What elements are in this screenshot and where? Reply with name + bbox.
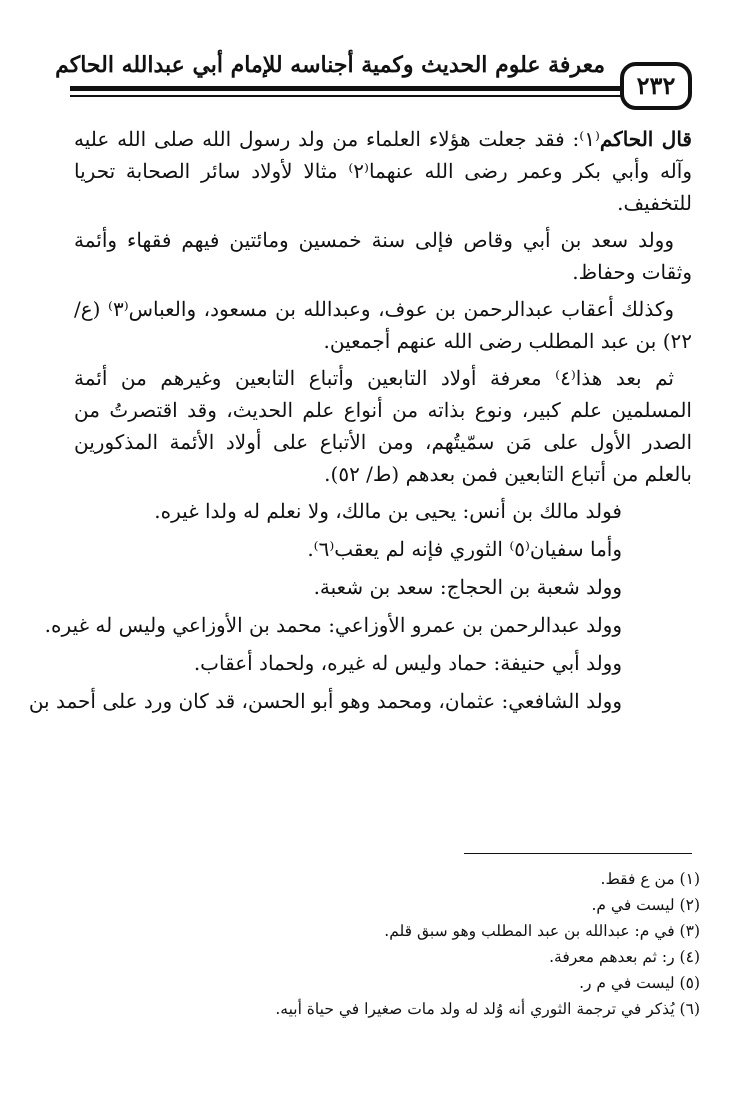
paragraph-1 (74, 123, 692, 219)
running-title: معرفة علوم الحديث وكمية أجناسه للإمام أبي عبدالله الحاكم (55, 52, 605, 78)
footnote-6: (٦) يُذكر في ترجمة الثوري أنه وُلد له ولد مات صغيرا في حياة أبيه. (275, 1000, 700, 1018)
footnotes-list (80, 866, 700, 1022)
paragraph-lead: قال الحاكم (599, 127, 692, 151)
header-rule-thin (70, 95, 635, 97)
footnote-4: (٤) ر: ثم بعدهم معرفة. (549, 948, 700, 966)
paragraph-10: وولد الشافعي: عثمان، ومحمد وهو أبو الحسن، قد كان ورد على أحمد بن (28, 689, 622, 713)
paragraph-4: ثم بعد هذا⁽٤⁾ معرفة أولاد التابعين وأتباع التابعين وغيرهم من أئمة المسلمين علم كبير، ونوع بذاته من أنواع علم الحديث، وقد اقتصرتُ من الصدر الأول على مَن سمّيتُهم، ومن الأتباع على أولاد الأئمة المذكورين بالعلم من أتباع التابعين فمن بعدهم (ط/ ٥٢). (74, 366, 692, 486)
paragraph-1-text: ⁽١⁾: فقد جعلت هؤلاء العلماء من ولد رسول الله صلى الله عليه وآله وأبي بكر وعمر رضى الله عنهما⁽٢⁾ مثالا لأولاد سائر الصحابة تحريا للتخفيف. (74, 127, 692, 215)
main-text (28, 123, 692, 723)
footnote-2: (٢) ليست في م. (591, 896, 700, 914)
footnote-3: (٣) في م: عبدالله بن عبد المطلب وهو سبق قلم. (384, 922, 700, 940)
footnote-5: (٥) ليست في م ر. (579, 974, 700, 992)
paragraph-7: وولد شعبة بن الحجاج: سعد بن شعبة. (313, 575, 622, 599)
paragraph-8: وولد عبدالرحمن بن عمرو الأوزاعي: محمد بن الأوزاعي وليس له غيره. (44, 613, 622, 637)
page-number: ٢٣٢ (620, 62, 692, 110)
footnote-separator (464, 853, 692, 854)
paragraph-2: وولد سعد بن أبي وقاص فإلى سنة خمسين ومائتين فيهم فقهاء وأئمة وثقات وحفاظ. (74, 228, 692, 284)
paragraph-5: فولد مالك بن أنس: يحيى بن مالك، ولا نعلم له ولدا غيره. (154, 499, 622, 523)
header-rule-thick (70, 86, 635, 91)
footnote-1: (١) من ع فقط. (600, 870, 700, 888)
paragraph-6: وأما سفيان⁽٥⁾ الثوري فإنه لم يعقب⁽٦⁾. (307, 537, 622, 561)
paragraph-9: وولد أبي حنيفة: حماد وليس له غيره، ولحماد أعقاب. (193, 651, 622, 675)
paragraph-3: وكذلك أعقاب عبدالرحمن بن عوف، وعبدالله بن مسعود، والعباس⁽٣⁾ (ع/ ٢٢) بن عبد المطلب رضى الله عنهم أجمعين. (74, 297, 692, 353)
